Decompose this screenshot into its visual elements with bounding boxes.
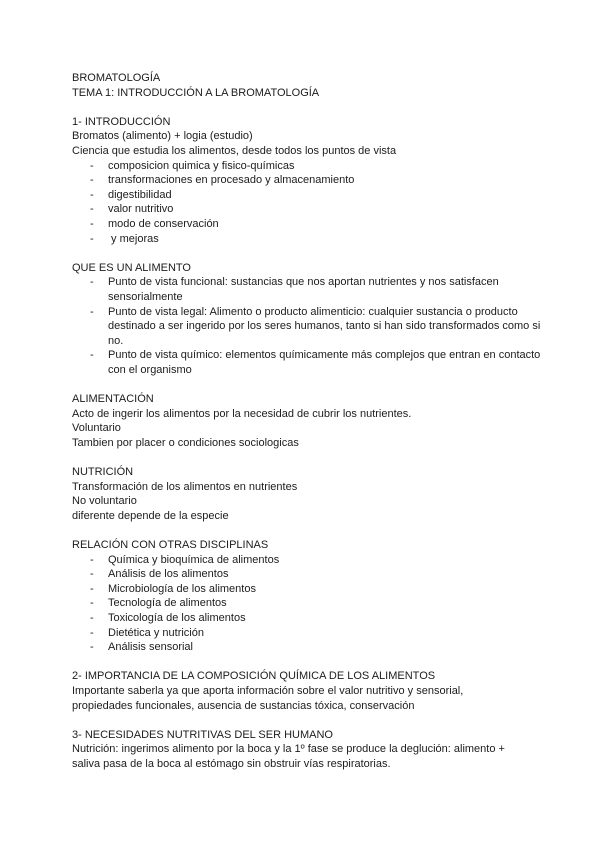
list-item-text: - composicion quimica y fisico-químicas [108, 159, 295, 172]
list-item-text: - Microbiología de los alimentos [108, 582, 256, 595]
list-item [72, 188, 542, 203]
spacer [72, 377, 542, 392]
list-item [72, 596, 542, 611]
spacer [72, 713, 542, 728]
paragraph-line: No voluntario [72, 495, 137, 508]
spacer [72, 655, 542, 670]
section-heading-disciplinas: RELACIÓN CON OTRAS DISCIPLINAS [72, 539, 269, 551]
intro-list [72, 159, 542, 247]
document-title: BROMATOLOGÍA [72, 72, 161, 84]
spacer [72, 523, 542, 538]
list-item-text: - Punto de vista funcional: sustancias que nos aportan nutrientes y nos satisfacen sensorialmente [108, 276, 499, 303]
list-item [72, 640, 542, 655]
list-item-text: - Análisis de los alimentos [108, 568, 229, 581]
list-item [72, 232, 542, 247]
list-item-text: - y mejoras [108, 232, 159, 245]
spacer [72, 450, 542, 465]
list-item [72, 348, 542, 377]
list-item [72, 173, 542, 188]
list-item-text: - digestibilidad [108, 188, 172, 201]
list-item-text: - Química y bioquímica de alimentos [108, 553, 280, 566]
list-item-text: - modo de conservación [108, 217, 219, 230]
list-item [72, 626, 542, 641]
list-item [72, 582, 542, 597]
alimento-list [72, 275, 542, 377]
list-item [72, 159, 542, 174]
list-item [72, 202, 542, 217]
list-item-text: - valor nutritivo [108, 203, 174, 216]
paragraph-line: Voluntario [72, 422, 121, 435]
topic-title: TEMA 1: INTRODUCCIÓN A LA BROMATOLOGÍA [72, 86, 320, 99]
list-item [72, 611, 542, 626]
list-item [72, 275, 542, 304]
section-heading-composicion: 2- IMPORTANCIA DE LA COMPOSICIÓN QUÍMICA DE LOS ALIMENTOS [72, 670, 436, 683]
list-item-text: - Punto de vista legal: Alimento o producto alimenticio: cualquier sustancia o producto destinado a ser ingerido por los seres humanos, tanto si han sido transformados como si no. [108, 305, 541, 347]
paragraph-line: Ciencia que estudia los alimentos, desde todos los puntos de vista [72, 144, 397, 157]
spacer [72, 100, 542, 115]
paragraph-line: Nutrición: ingerimos alimento por la boca y la 1º fase se produce la deglución: alimento + [72, 743, 505, 756]
list-item-text: - Toxicología de los alimentos [108, 611, 246, 624]
section-heading-introduccion: 1- INTRODUCCIÓN [72, 115, 171, 128]
paragraph-line: Transformación de los alimentos en nutrientes [72, 480, 298, 493]
paragraph-line: Acto de ingerir los alimentos por la necesidad de cubrir los nutrientes. [72, 407, 412, 420]
list-item-text: - transformaciones en procesado y almacenamiento [108, 174, 355, 187]
disciplinas-list [72, 553, 542, 655]
document-body [72, 71, 542, 772]
list-item [72, 217, 542, 232]
paragraph-line: propiedades funcionales, ausencia de sustancias tóxica, conservación [72, 699, 415, 712]
paragraph-line: Bromatos (alimento) + logia (estudio) [72, 130, 253, 143]
paragraph-line: diferente depende de la especie [72, 509, 229, 522]
section-heading-alimento: QUE ES UN ALIMENTO [72, 261, 191, 274]
paragraph-line: Tambien por placer o condiciones sociologicas [72, 436, 299, 449]
list-item-text: - Punto de vista químico: elementos químicamente más complejos que entran en contacto con el organismo [108, 349, 541, 376]
section-heading-alimentacion: ALIMENTACIÓN [72, 393, 154, 406]
paragraph-line: Importante saberla ya que aporta información sobre el valor nutritivo y sensorial, [72, 684, 464, 697]
section-heading-nutricion: NUTRICIÓN [72, 466, 134, 479]
list-item [72, 305, 542, 349]
paragraph-line: saliva pasa de la boca al estómago sin obstruir vías respiratorias. [72, 757, 391, 770]
list-item [72, 553, 542, 568]
spacer [72, 246, 542, 261]
list-item [72, 567, 542, 582]
list-item-text: - Dietética y nutrición [108, 626, 204, 639]
list-item-text: - Análisis sensorial [108, 641, 193, 654]
section-heading-necesidades: 3- NECESIDADES NUTRITIVAS DEL SER HUMANO [72, 728, 333, 741]
list-item-text: - Tecnología de alimentos [108, 597, 227, 610]
